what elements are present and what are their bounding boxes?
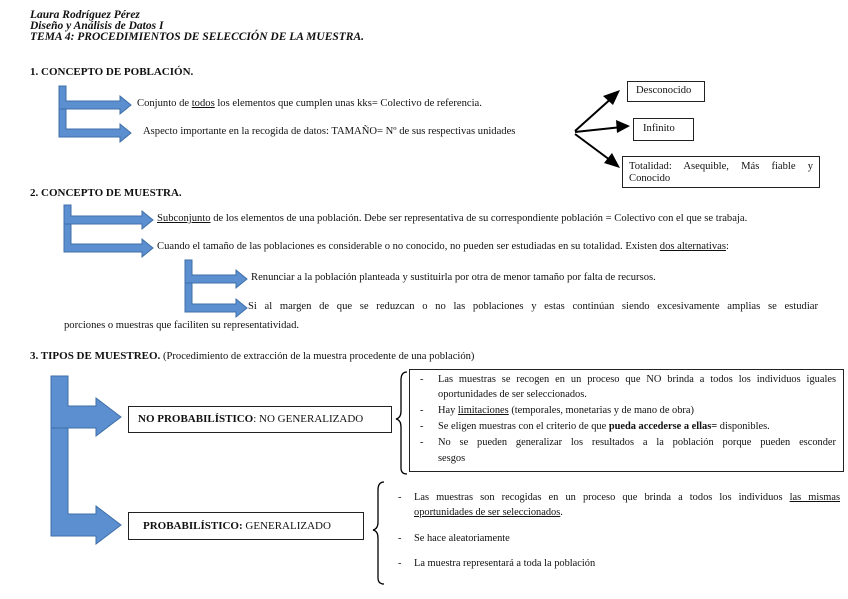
p-dash-2: - — [398, 533, 402, 544]
np-item-3: Se eligen muestras con el criterio de que pueda accederse a ellas= disponibles. — [438, 421, 770, 432]
p-dash-3: - — [398, 558, 402, 569]
s1-title: 1. CONCEPTO DE POBLACIÓN. — [30, 66, 194, 78]
s2-arrow-1 — [64, 205, 153, 229]
np-item-1-line1: Las muestras se recogen en un proceso que NO brinda a todos los individuos iguales — [438, 374, 836, 385]
s2-alternative-1: Renunciar a la población planteada y sustituirla por otra de menor tamaño por falta de recursos. — [251, 272, 656, 283]
s1-arrow-1 — [59, 86, 131, 114]
box-probabilistico: PROBABILÍSTICO: GENERALIZADO — [128, 512, 364, 540]
np-item-4-line1: No se pueden generalizar los resultados a la población porque pueden esconder — [438, 437, 836, 448]
topic-title: TEMA 4: PROCEDIMIENTOS DE SELECCIÓN DE LA MUESTRA. — [30, 31, 365, 43]
s2-arrow-3 — [185, 260, 247, 288]
course-name: Diseño y Análisis de Datos I — [30, 20, 164, 32]
box-totalidad-line2: Conocido — [629, 173, 671, 184]
s2-alternative-2: Si al margen de que se reduzcan o no las poblaciones y estas continúan siendo excesivamente amplias se estudiar — [248, 301, 818, 312]
s3-arrow-np — [51, 376, 121, 436]
box-desconocido: Desconocido — [627, 81, 705, 102]
box-infinito: Infinito — [633, 118, 694, 141]
s2-alternatives-intro: Cuando el tamaño de las poblaciones es considerable o no conocido, no pueden ser estudiadas en su totalidad. Existen dos alternativas: — [157, 241, 729, 252]
p-item-2: Se hace aleatoriamente — [414, 533, 510, 544]
author-name: Laura Rodríguez Pérez — [30, 9, 140, 21]
s1-definition: Conjunto de todos los elementos que cumplen unas kks= Colectivo de referencia. — [137, 98, 482, 109]
s3-brace-np — [396, 372, 407, 474]
s1-size-text: Aspecto importante en la recogida de datos: TAMAÑO= Nº de sus respectivas unidades — [143, 126, 516, 137]
s3-brace-p — [373, 482, 384, 584]
np-dash-2: - — [420, 405, 424, 416]
np-item-4-line2: sesgos — [438, 453, 466, 464]
np-characteristics-list — [409, 369, 844, 472]
box-no-probabilistico: NO PROBABILÍSTICO: NO GENERALIZADO — [128, 406, 392, 433]
s2-arrow-2 — [64, 224, 153, 257]
np-dash-4: - — [420, 437, 424, 448]
np-item-2: Hay limitaciones (temporales, monetarias y de mano de obra) — [438, 405, 694, 416]
s3-arrow-p — [51, 428, 121, 544]
s2-alternative-2-cont: porciones o muestras que faciliten su representatividad. — [64, 320, 300, 331]
p-item-1-line2: oportunidades de ser seleccionados. — [414, 507, 563, 518]
p-item-1-line1: Las muestras son recogidas en un proceso que brinda a todos los individuos las mismas — [414, 492, 840, 503]
s2-definition: Subconjunto de los elementos de una población. Debe ser representativa de su correspondiente población = Colectivo con el que se trabaja. — [157, 213, 748, 224]
np-dash-1: - — [420, 374, 424, 385]
s2-title: 2. CONCEPTO DE MUESTRA. — [30, 187, 182, 199]
p-item-3: La muestra representará a toda la población — [414, 558, 596, 569]
box-totalidad-line1: Totalidad: Asequible, Más fiable y — [629, 161, 813, 172]
box-totalidad — [622, 156, 820, 188]
s2-arrow-4 — [185, 283, 247, 317]
np-item-1-line2: oportunidades de ser seleccionados. — [438, 389, 587, 400]
p-dash-1: - — [398, 492, 402, 503]
np-dash-3: - — [420, 421, 424, 432]
s3-heading: 3. TIPOS DE MUESTREO. (Procedimiento de extracción de la muestra procedente de una población) — [30, 350, 475, 362]
